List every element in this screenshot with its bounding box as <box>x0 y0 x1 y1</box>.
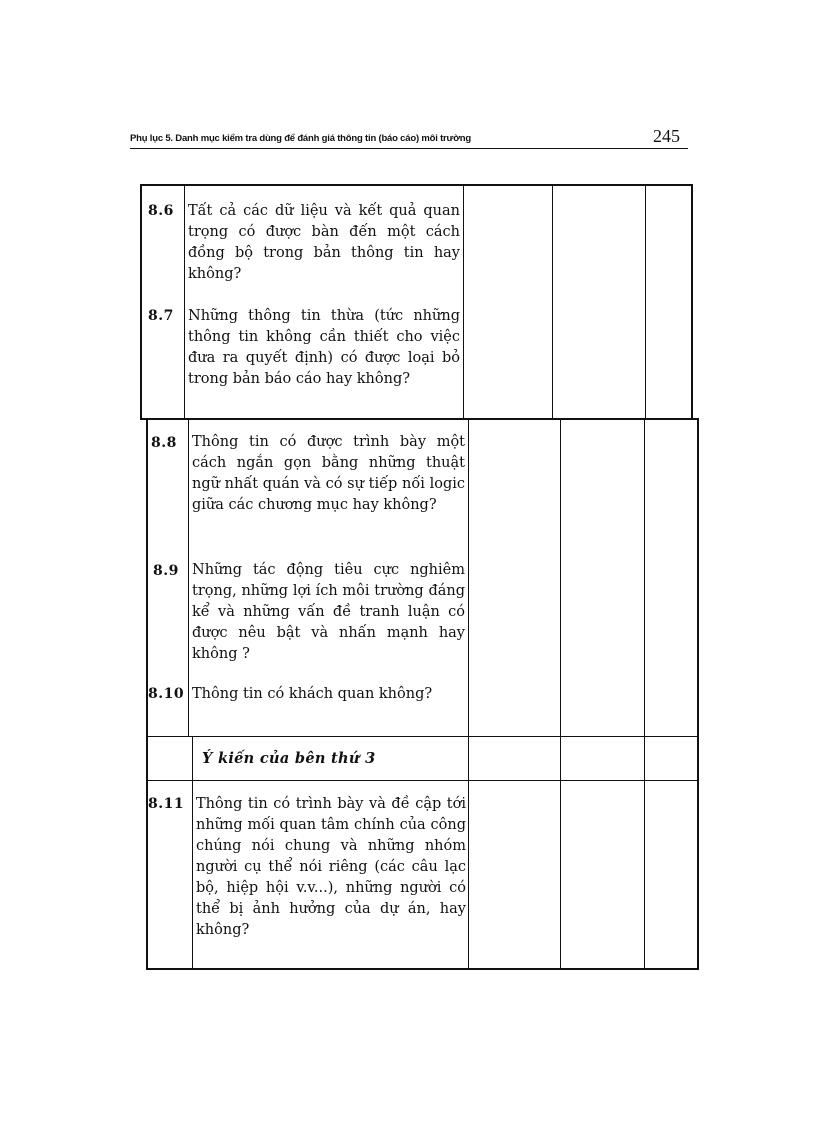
question-text: Những tác động tiêu cực nghiêm trọng, những lợi ích môi trường đáng kể và những vấn đề tranh luận có được nêu bật và nhấn mạnh hay không ? <box>192 562 465 662</box>
question-text: Thông tin có được trình bày một cách ngắn gọn bằng những thuật ngữ nhất quán và có sự tiếp nối logic giữa các chương mục hay không? <box>192 434 465 513</box>
page-number: 245 <box>653 126 680 146</box>
column-divider <box>188 420 189 736</box>
running-header <box>130 126 688 149</box>
header-title: Phụ lục 5. Danh mục kiểm tra dùng để đánh giá thông tin (báo cáo) môi trường <box>130 133 471 144</box>
row-divider <box>148 780 697 781</box>
question-text: Những thông tin thừa (tức những thông tin không cần thiết cho việc đưa ra quyết định) có được loại bỏ trong bản báo cáo hay không? <box>188 308 460 387</box>
column-divider <box>645 186 646 418</box>
column-divider <box>644 420 645 968</box>
section-heading: Ý kiến của bên thứ 3 <box>202 750 376 767</box>
column-divider <box>184 186 185 418</box>
item-number: 8.8 <box>151 435 177 451</box>
column-divider <box>560 420 561 968</box>
question-text: Thông tin có trình bày và đề cập tới những mối quan tâm chính của công chúng nói chung và những nhóm người cụ thể nói riêng (các câu lạc bộ, hiệp hội v.v...), những người có thể bị ảnh hưởng của dự án, hay không? <box>196 796 466 938</box>
item-number: 8.11 <box>148 796 185 812</box>
item-number: 8.10 <box>148 686 185 702</box>
row-divider <box>148 736 697 737</box>
checklist-table-bottom <box>146 418 699 970</box>
column-divider <box>552 186 553 418</box>
column-divider <box>468 420 469 968</box>
item-number: 8.9 <box>153 563 179 579</box>
column-divider <box>192 736 193 968</box>
question-text: Tất cả các dữ liệu và kết quả quan trọng có được bàn đến một cách đồng bộ trong bản thông tin hay không? <box>188 203 460 282</box>
question-text: Thông tin có khách quan không? <box>192 686 433 702</box>
checklist-table-top <box>140 184 693 420</box>
item-number: 8.7 <box>148 308 174 324</box>
item-number: 8.6 <box>148 203 174 219</box>
column-divider <box>463 186 464 418</box>
